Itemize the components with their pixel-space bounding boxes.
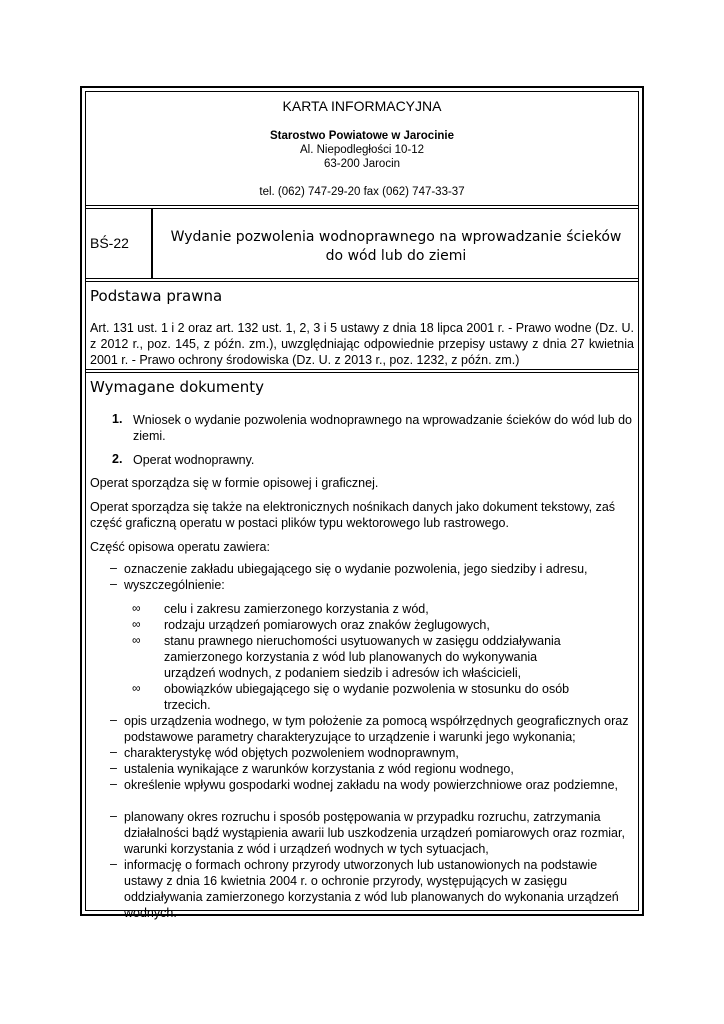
sub-list-item: stanu prawnego nieruchomości usytuowanych w zasięgu oddziaływania zamierzonego korzystania z wód lub planowanych do wykonywania urządzeń wodnych, z podaniem siedzib i adresów ich właścicieli,: [164, 634, 561, 680]
sub-list-item: obowiązków ubiegającego się o wydanie pozwolenia w stosunku do osób trzecich.: [164, 682, 570, 712]
dash-marker: –: [110, 561, 117, 575]
service-title-line2: do wód lub do ziemi: [325, 248, 467, 264]
legal-basis-section: [86, 281, 638, 369]
sub-list-item: rodzaju urządzeń pomiarowych oraz znaków żeglugowych,: [164, 618, 490, 632]
legal-basis-text: Art. 131 ust. 1 i 2 oraz art. 132 ust. 1, 2, 3 i 5 ustawy z dnia 18 lipca 2001 r. - Prawo wodne (Dz. U. z 2012 r., poz. 145, z późn. zm.), uwzględniając odpowiednie przepisy ustawy z dnia 27 kwietnia 2001 r. - Prawo ochrony środowiska (Dz. U. z 2013 r., poz. 1232, z późn. zm.): [90, 321, 634, 367]
info-card: [85, 91, 639, 920]
paragraph-electronic: Operat sporządza się także na elektronicznych nośnikach danych jako dokument tekstowy, zaś część graficzną operatu w postaci plików typu wektorowego lub rastrowego.: [90, 500, 616, 530]
list-item: informację o formach ochrony przyrody utworzonych lub ustanowionych na podstawie ustawy z dnia 16 kwietnia 2004 r. o ochronie przyrody, występujących w zasięgu oddziaływania zamierzonego korzystania z wód lub planowanych do wykonania urządzeń wodnych.: [124, 858, 619, 920]
office-name: Starostwo Powiatowe w Jarocinie: [269, 130, 455, 142]
service-row: [86, 208, 638, 278]
service-title: [158, 228, 634, 266]
document-number: 1.: [112, 412, 123, 426]
infinity-bullet-icon: ∞: [132, 681, 141, 695]
documents-heading: Wymagane dokumenty: [90, 378, 265, 396]
infinity-bullet-icon: ∞: [132, 633, 141, 647]
infinity-bullet-icon: ∞: [132, 601, 141, 615]
dash-marker: –: [110, 809, 117, 823]
list-item: opis urządzenia wodnego, w tym położenie za pomocą współrzędnych geograficznych oraz podstawowe parametry charakteryzujące to urządzenie i warunki jego wykonania;: [124, 714, 629, 744]
document-number: 2.: [112, 452, 123, 466]
list-item: planowany okres rozruchu i sposób postępowania w przypadku rozruchu, zatrzymania działalności bądź wystąpienia awarii lub uszkodzenia urządzeń pomiarowych oraz rozmiar, warunki korzystania z wód i urządzeń wodnych w tych sytuacjach,: [124, 810, 625, 856]
service-code: BŚ-22: [90, 235, 129, 251]
documents-section: [86, 372, 638, 920]
service-code-cell: [86, 208, 153, 278]
list-item: oznaczenie zakładu ubiegającego się o wydanie pozwolenia, jego siedziby i adresu,: [124, 562, 588, 576]
card-header: [86, 92, 638, 215]
document-item: Wniosek o wydanie pozwolenia wodnoprawnego na wprowadzanie ścieków do wód lub do ziemi.: [133, 413, 632, 443]
dash-marker: –: [110, 857, 117, 871]
paragraph-contents-intro: Część opisowa operatu zawiera:: [90, 540, 270, 554]
info-card-frame: [80, 86, 644, 920]
infinity-bullet-icon: ∞: [132, 617, 141, 631]
document-item: Operat wodnoprawny.: [133, 453, 255, 467]
dash-marker: –: [110, 745, 117, 759]
dash-marker: –: [110, 777, 117, 791]
dash-marker: –: [110, 713, 117, 727]
list-item: ustalenia wynikające z warunków korzystania z wód regionu wodnego,: [124, 762, 514, 776]
list-item: wyszczególnienie:: [124, 578, 225, 592]
list-item: charakterystykę wód objętych pozwoleniem wodnoprawnym,: [124, 746, 459, 760]
dash-marker: –: [110, 761, 117, 775]
list-item: określenie wpływu gospodarki wodnej zakładu na wody powierzchniowe oraz podziemne,: [124, 778, 619, 792]
office-address-city: 63-200 Jarocin: [323, 158, 401, 170]
legal-basis-heading: Podstawa prawna: [90, 287, 223, 305]
office-address-street: Al. Niepodległości 10-12: [299, 144, 425, 156]
paragraph-form: Operat sporządza się w formie opisowej i graficznej.: [90, 476, 379, 490]
card-title: KARTA INFORMACYJNA: [282, 98, 442, 114]
sub-list-item: celu i zakresu zamierzonego korzystania z wód,: [164, 602, 429, 616]
office-contact: tel. (062) 747-29-20 fax (062) 747-33-37: [259, 186, 465, 198]
service-title-line1: Wydanie pozwolenia wodnoprawnego na wprowadzanie ścieków: [170, 229, 622, 245]
dash-marker: –: [110, 577, 117, 591]
